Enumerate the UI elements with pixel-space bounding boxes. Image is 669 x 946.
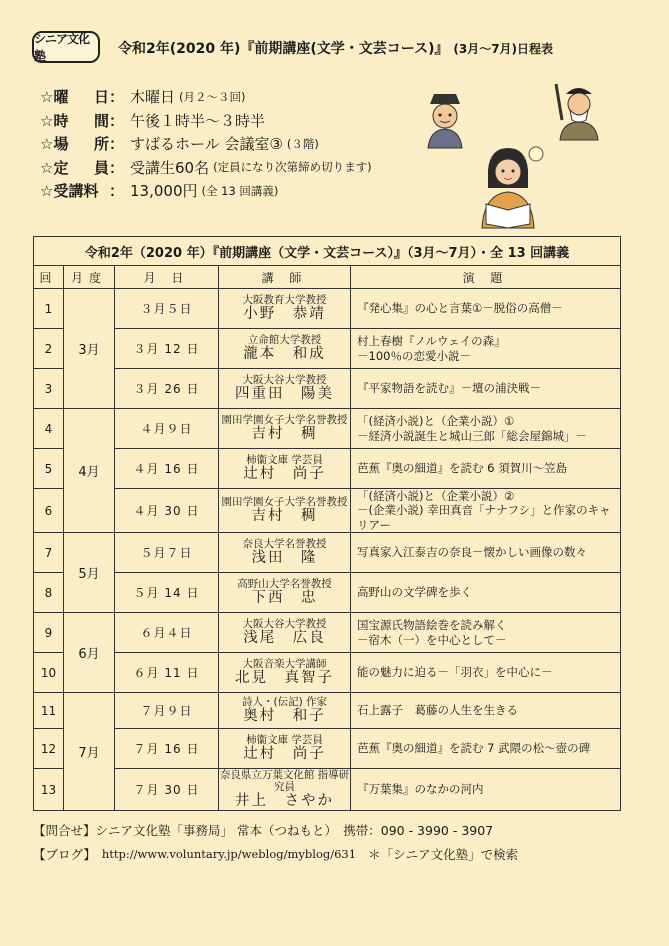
lecture-number: 5 — [34, 449, 64, 489]
lecturer-name: 瀧本 和成 — [243, 346, 326, 363]
lecturer-affiliation: 大阪大谷大学教授 — [242, 374, 327, 387]
lecturer-name: 奥村 和子 — [243, 708, 326, 725]
lecturer-cell — [219, 329, 351, 369]
topic-line: 「(経済小説)と（企業小説）② — [357, 489, 515, 503]
lecture-date: ３月 12 日 — [115, 329, 219, 369]
lecturer-cell — [219, 489, 351, 533]
footer — [33, 818, 518, 866]
info-value: 13,000円 — [130, 182, 198, 201]
info-label: ☆場 所： — [40, 135, 124, 154]
topic-line: －経済小説誕生と城山三郎「総会屋錦城」－ — [357, 428, 587, 443]
lecturer-affiliation: 詩人・(伝記) 作家 — [241, 696, 328, 709]
lecturer-name: 四重田 陽美 — [235, 386, 334, 403]
topic-line: －(企業小説) 幸田真音「ナナフシ」と作家のキャリアー — [357, 503, 611, 532]
lecture-topic — [351, 769, 621, 811]
lecture-number: 11 — [34, 693, 64, 729]
info-note: (全 13 回講義) — [201, 183, 279, 198]
topic-line: 村上春樹『ノルウェイの森』 — [357, 334, 506, 349]
lecturer-cell — [219, 729, 351, 769]
lecturer-affiliation: 奈良県立万葉文化館 指導研究員 — [219, 769, 350, 794]
lecture-date: ７月９日 — [115, 693, 219, 729]
lecture-topic — [351, 573, 621, 613]
lecture-topic — [351, 693, 621, 729]
topic-line: 高野山の文学碑を歩く — [357, 585, 472, 600]
lecture-number: 8 — [34, 573, 64, 613]
lecture-topic — [351, 729, 621, 769]
lecture-date: ５月 14 日 — [115, 573, 219, 613]
info-label: ☆受講料 ： — [40, 182, 124, 201]
lecturer-name: 吉村 稠 — [251, 426, 318, 443]
lecturer-affiliation: 柿衞文庫 学芸員 — [246, 734, 323, 747]
header-lecturer: 講 師 — [219, 266, 351, 289]
lecturer-name: 浅田 隆 — [251, 550, 318, 567]
lecture-number: 3 — [34, 369, 64, 409]
header-topic: 演 題 — [351, 266, 621, 289]
lecturer-affiliation: 大阪教育大学教授 — [242, 294, 327, 307]
info-label: ☆定 員： — [40, 158, 124, 177]
lecture-number: 12 — [34, 729, 64, 769]
lecturer-affiliation: 園田学園女子大学名誉教授 — [221, 414, 348, 427]
lecturer-affiliation: 高野山大学名誉教授 — [237, 578, 332, 591]
table-row — [34, 653, 621, 693]
lecturer-affiliation: 大阪音楽大学講師 — [242, 658, 327, 671]
lecturer-name: 辻村 尚子 — [243, 746, 326, 763]
topic-line: 『平家物語を読む』－壇の浦決戦－ — [357, 381, 541, 396]
table-row — [34, 329, 621, 369]
month-cell: 5月 — [64, 533, 115, 613]
lecturer-cell — [219, 653, 351, 693]
table-row — [34, 289, 621, 329]
table-row — [34, 693, 621, 729]
lecture-date: ４月 16 日 — [115, 449, 219, 489]
lecturer-cell — [219, 769, 351, 811]
lecture-topic — [351, 329, 621, 369]
lecturer-affiliation: 柿衞文庫 学芸員 — [246, 454, 323, 467]
topic-line: 能の魅力に迫る－「羽衣」を中心に－ — [357, 665, 553, 680]
contact-text: シニア文化塾「事務局」 常本（つねもと） 携帯：090 - 3990 - 3907 — [95, 823, 494, 838]
blog-url[interactable]: http://www.voluntary.jp/weblog/myblog/631 — [101, 847, 357, 861]
info-label: ☆曜 日： — [40, 88, 124, 107]
info-day — [40, 85, 420, 109]
lecturer-name: 吉村 稠 — [251, 508, 318, 525]
lecture-date: ７月 30 日 — [115, 769, 219, 811]
info-note: (定員になり次第締め切ります) — [213, 160, 372, 175]
header-date: 月 日 — [115, 266, 219, 289]
lecture-date: ５月７日 — [115, 533, 219, 573]
lecture-topic — [351, 289, 621, 329]
table-row — [34, 533, 621, 573]
header-no: 回 — [34, 266, 64, 289]
lecturer-name: 北見 真智子 — [235, 670, 334, 687]
info-capacity — [40, 156, 420, 180]
reading-woman-illustration-icon — [468, 140, 548, 230]
lecturer-name: 浅尾 広良 — [243, 630, 326, 647]
lecturer-cell — [219, 613, 351, 653]
info-note: (３階) — [286, 136, 319, 151]
lecture-date: ４月 30 日 — [115, 489, 219, 533]
month-cell: 6月 — [64, 613, 115, 693]
lecture-topic — [351, 409, 621, 449]
table-row — [34, 729, 621, 769]
lecturer-cell — [219, 449, 351, 489]
lecture-number: 13 — [34, 769, 64, 811]
lecturer-name: 小野 恭靖 — [243, 306, 326, 323]
topic-line: 石上露子 葛藤の人生を生きる — [357, 703, 518, 718]
table-row — [34, 489, 621, 533]
lecturer-cell — [219, 693, 351, 729]
info-label: ☆時 間： — [40, 111, 124, 130]
month-cell: 4月 — [64, 409, 115, 533]
topic-line: 「(経済小説)と（企業小説）① — [357, 414, 515, 429]
lecture-number: 10 — [34, 653, 64, 693]
lecturer-affiliation: 園田学園女子大学名誉教授 — [221, 496, 348, 509]
lecture-number: 6 — [34, 489, 64, 533]
topic-line: －宿木（一）を中心として－ — [357, 632, 507, 647]
topic-line: 『万葉集』のなかの河内 — [357, 782, 484, 797]
lecturer-name: 辻村 尚子 — [243, 466, 326, 483]
blog-line — [33, 842, 518, 866]
contact-label: 【問合せ】 — [33, 823, 96, 838]
info-value: すばるホール 会議室③ — [130, 135, 283, 154]
lecture-topic — [351, 489, 621, 533]
title-main: 令和2年(2020 年)『前期講座(文学・文芸コース)』 — [118, 41, 449, 57]
lecturer-cell — [219, 409, 351, 449]
topic-line: －100％の恋愛小説－ — [357, 348, 471, 363]
topic-line: 国宝源氏物語絵巻を読み解く — [357, 618, 507, 633]
topic-line: 『発心集』の心と言葉①－脱俗の高僧－ — [357, 301, 563, 316]
lecturer-name: 井上 さやか — [235, 793, 334, 810]
info-note: (月２～３回) — [179, 89, 246, 104]
info-time — [40, 109, 420, 133]
lecture-date: ３月 26 日 — [115, 369, 219, 409]
lecture-number: 2 — [34, 329, 64, 369]
lecture-topic — [351, 449, 621, 489]
schedule-table — [33, 236, 621, 811]
logo: シニア文化塾 — [32, 31, 100, 63]
table-row — [34, 409, 621, 449]
table-row — [34, 769, 621, 811]
topic-line: 芭蕉『奥の細道』を読む 6 須賀川～笠島 — [357, 461, 568, 476]
table-row — [34, 613, 621, 653]
course-info — [40, 85, 420, 203]
lecture-date: ７月 16 日 — [115, 729, 219, 769]
table-header — [34, 266, 621, 289]
samurai-illustration-icon — [548, 80, 608, 142]
topic-line: 写真家入江泰吉の奈良－懐かしい画像の数々 — [357, 545, 587, 560]
lecture-number: 7 — [34, 533, 64, 573]
lecture-date: ４月９日 — [115, 409, 219, 449]
lecturer-affiliation: 大阪大谷大学教授 — [242, 618, 327, 631]
info-value: 木曜日 — [130, 88, 176, 107]
table-row — [34, 573, 621, 613]
lecture-topic — [351, 653, 621, 693]
lecture-number: 4 — [34, 409, 64, 449]
lecturer-name: 下西 忠 — [251, 590, 318, 607]
month-cell: 7月 — [64, 693, 115, 811]
lecture-date: ３月５日 — [115, 289, 219, 329]
lecture-date: ６月４日 — [115, 613, 219, 653]
blog-note: ＊「シニア文化塾」で検索 — [368, 847, 519, 862]
info-fee — [40, 179, 420, 203]
month-cell: 3月 — [64, 289, 115, 409]
lecture-topic — [351, 613, 621, 653]
info-place — [40, 132, 420, 156]
lecturer-affiliation: 立命館大学教授 — [247, 334, 322, 347]
contact-line — [33, 818, 518, 842]
monk-illustration-icon — [420, 90, 470, 150]
table-row — [34, 369, 621, 409]
topic-line: 芭蕉『奥の細道』を読む 7 武隈の松～壺の碑 — [357, 741, 591, 756]
info-value: 午後１時半～３時半 — [130, 111, 266, 130]
lecture-number: 9 — [34, 613, 64, 653]
lecture-date: ６月 11 日 — [115, 653, 219, 693]
table-row — [34, 449, 621, 489]
lecture-number: 1 — [34, 289, 64, 329]
lecture-topic — [351, 533, 621, 573]
lecturer-affiliation: 奈良大学名誉教授 — [242, 538, 327, 551]
lecturer-cell — [219, 533, 351, 573]
header-month: 月度 — [64, 266, 115, 289]
info-value: 受講生60名 — [130, 158, 210, 177]
lecturer-cell — [219, 573, 351, 613]
lecturer-cell — [219, 369, 351, 409]
title-sub: (3月～7月)日程表 — [453, 42, 554, 56]
lecturer-cell — [219, 289, 351, 329]
page-title — [118, 38, 553, 58]
blog-label: 【ブログ】 — [33, 847, 96, 862]
lecture-topic — [351, 369, 621, 409]
table-title: 令和2年（2020 年）『前期講座（文学・文芸コース）』（3月～7月）・全 13 回講義 — [34, 237, 621, 266]
